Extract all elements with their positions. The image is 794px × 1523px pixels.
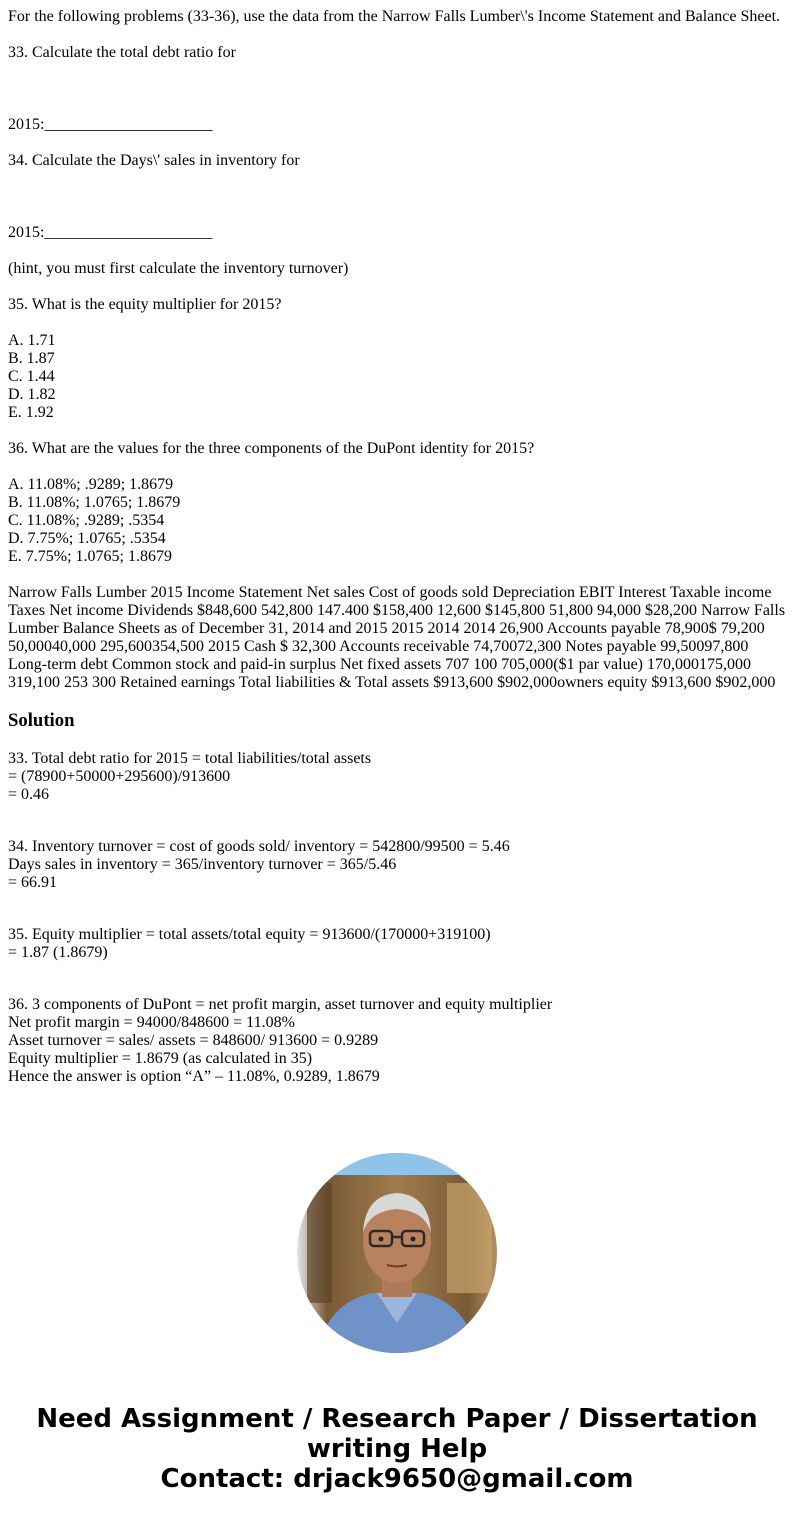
solution-36-line: 36. 3 components of DuPont = net profit margin, asset turnover and equity multiplier	[8, 996, 553, 1013]
solution-33	[8, 750, 790, 804]
option-35-d: D. 1.82	[8, 386, 56, 403]
hint-34: (hint, you must first calculate the inventory turnover)	[8, 260, 349, 277]
option-36-d: D. 7.75%; 1.0765; .5354	[8, 530, 166, 547]
question-33: 33. Calculate the total debt ratio for	[8, 44, 236, 61]
option-35-e: E. 1.92	[8, 404, 54, 421]
document-body	[8, 8, 790, 1120]
financial-data-text: Narrow Falls Lumber 2015 Income Statement Net sales Cost of goods sold Depreciation EBIT Interest Taxable income Taxes Net income Dividends $848,600 542,800 147.400 $158,400 12,600 $145,800 51,800 94,000 $28,200 Narrow Falls Lumber Balance Sheets as of December 31, 2014 and 2015 2015 2014 2014 26,900 Accounts payable 78,900$ 79,200 50,00040,000 295,600354,500 2015 Cash $ 32,300 Accounts receivable 74,70072,300 Notes payable 99,50097,800 Long-term debt Common stock and paid-in surplus Net fixed assets 707 100 705,000($1 par value) 170,000175,000 319,100 253 300 Retained earnings Total liabilities & Total assets $913,600 $902,000owners equity $913,600 $902,000	[8, 584, 786, 691]
option-36-c: C. 11.08%; .9289; .5354	[8, 512, 165, 529]
answer-line-33: 2015:_____________________	[8, 116, 213, 133]
options-36	[8, 476, 790, 566]
solution-35-line: = 1.87 (1.8679)	[8, 944, 108, 961]
solution-35	[8, 926, 790, 962]
solution-33-line: = (78900+50000+295600)/913600	[8, 768, 231, 785]
question-34: 34. Calculate the Days\' sales in inventory for	[8, 152, 300, 169]
option-35-a: A. 1.71	[8, 332, 56, 349]
solution-36-line: Asset turnover = sales/ assets = 848600/ 913600 = 0.9289	[8, 1032, 379, 1049]
solution-36	[8, 996, 790, 1086]
question-35: 35. What is the equity multiplier for 2015?	[8, 296, 282, 313]
footer-contact: Contact: drjack9650@gmail.com	[160, 1464, 634, 1494]
option-35-c: C. 1.44	[8, 368, 55, 385]
solution-34	[8, 838, 790, 892]
question-36: 36. What are the values for the three components of the DuPont identity for 2015?	[8, 440, 535, 457]
footer-line-2: writing Help	[306, 1434, 488, 1464]
options-35	[8, 332, 790, 422]
option-36-a: A. 11.08%; .9289; 1.8679	[8, 476, 174, 493]
solution-36-line: Net profit margin = 94000/848600 = 11.08%	[8, 1014, 295, 1031]
solution-heading: Solution	[8, 710, 75, 731]
intro-text: For the following problems (33-36), use the data from the Narrow Falls Lumber\'s Income Statement and Balance Sheet.	[8, 8, 781, 25]
tutor-portrait-icon	[297, 1153, 497, 1353]
solution-34-line: Days sales in inventory = 365/inventory turnover = 365/5.46	[8, 856, 397, 873]
option-36-e: E. 7.75%; 1.0765; 1.8679	[8, 548, 172, 565]
footer-banner	[0, 1404, 794, 1494]
solution-34-line: 34. Inventory turnover = cost of goods sold/ inventory = 542800/99500 = 5.46	[8, 838, 510, 855]
solution-35-line: 35. Equity multiplier = total assets/total equity = 913600/(170000+319100)	[8, 926, 491, 943]
option-35-b: B. 1.87	[8, 350, 55, 367]
solution-36-line: Hence the answer is option “A” – 11.08%, 0.9289, 1.8679	[8, 1068, 380, 1085]
solution-36-line: Equity multiplier = 1.8679 (as calculated in 35)	[8, 1050, 313, 1067]
solution-34-line: = 66.91	[8, 874, 58, 891]
solution-33-line: 33. Total debt ratio for 2015 = total liabilities/total assets	[8, 750, 372, 767]
footer-line-1: Need Assignment / Research Paper / Dissertation	[36, 1404, 758, 1434]
tutor-avatar	[297, 1153, 497, 1353]
option-36-b: B. 11.08%; 1.0765; 1.8679	[8, 494, 181, 511]
answer-line-34: 2015:_____________________	[8, 224, 213, 241]
solution-33-line: = 0.46	[8, 786, 50, 803]
